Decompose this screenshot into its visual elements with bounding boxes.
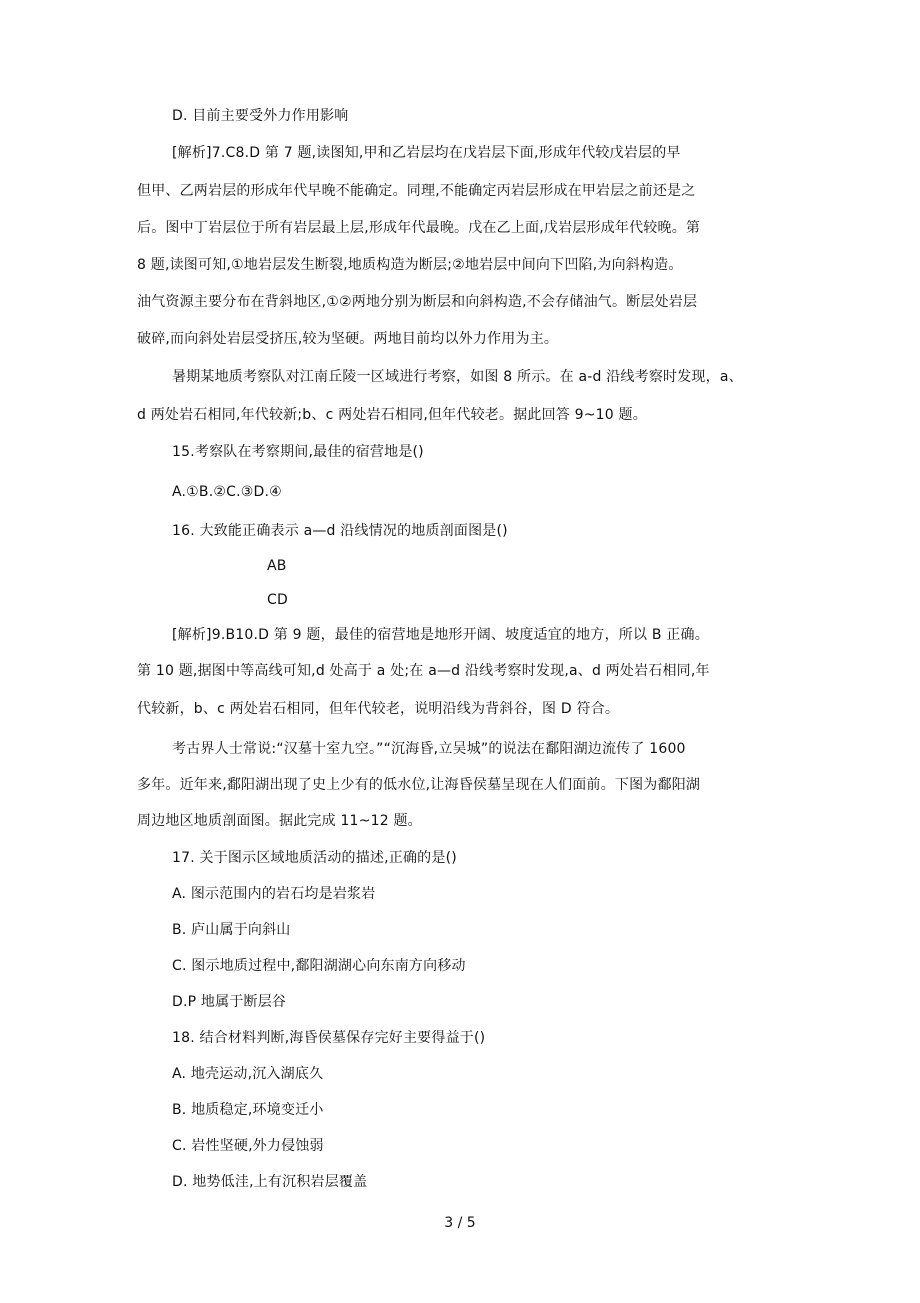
analysis-q7-8-line4: 8 题,读图可知,①地岩层发生断裂,地质构造为断层;②地岩层中间向下凹陷,为向斜构造。 [137, 257, 683, 273]
material-paragraph-line2: d 两处岩石相同,年代较新;b、c 两处岩石相同,但年代较老。据此回答 9~10 题。 [137, 407, 647, 423]
question-18-option-a: A. 地壳运动,沉入湖底久 [172, 1066, 324, 1082]
question-17-option-a: A. 图示范围内的岩石均是岩浆岩 [172, 886, 376, 902]
analysis-q7-8-line2: 但甲、乙两岩层的形成年代早晚不能确定。同理,不能确定丙岩层形成在甲岩层之前还是之 [137, 183, 696, 199]
question-17-option-b: B. 庐山属于向斜山 [172, 922, 291, 938]
question-17-option-d: D.P 地属于断层谷 [172, 994, 287, 1010]
question-18-option-b: B. 地质稳定,环境变迁小 [172, 1102, 324, 1118]
question-15: 15.考察队在考察期间,最佳的宿营地是() [172, 444, 424, 460]
analysis-q9-10-line2: 第 10 题,据图中等高线可知,d 处高于 a 处;在 a—d 沿线考察时发现,a、d 两处岩石相同,年 [137, 663, 710, 679]
question-16-options-cd: CD [267, 592, 288, 608]
question-18: 18. 结合材料判断,海昏侯墓保存完好主要得益于() [172, 1030, 486, 1046]
material-paragraph-line1: 暑期某地质考察队对江南丘陵一区域进行考察，如图 8 所示。在 a-d 沿线考察时发现，a、 [172, 369, 743, 385]
analysis-q7-8-line5: 油气资源主要分布在背斜地区,①②两地分别为断层和向斜构造,不会存储油气。断层处岩层 [137, 294, 698, 310]
page-number: 3 / 5 [444, 1215, 476, 1231]
question-16-options-ab: AB [267, 558, 287, 574]
question-17: 17. 关于图示区域地质活动的描述,正确的是() [172, 850, 457, 866]
analysis-q9-10-line1: [解析]9.B10.D 第 9 题，最佳的宿营地是地形开阔、坡度适宜的地方，所以 B 正确。 [172, 627, 709, 643]
material2-line3: 周边地区地质剖面图。据此完成 11~12 题。 [137, 813, 422, 829]
question-15-options: A.①B.②C.③D.④ [172, 484, 282, 500]
material2-line1: 考古界人士常说:“汉墓十室九空。”“沉海昏,立吴城”的说法在鄱阳湖边流传了 1600 [172, 741, 686, 757]
option-d-q14: D. 目前主要受外力作用影响 [172, 108, 349, 124]
question-16: 16. 大致能正确表示 a—d 沿线情况的地质剖面图是() [172, 523, 508, 539]
question-17-option-c: C. 图示地质过程中,鄱阳湖湖心向东南方向移动 [172, 958, 466, 974]
analysis-q7-8-line1: [解析]7.C8.D 第 7 题,读图知,甲和乙岩层均在戊岩层下面,形成年代较戊岩层的早 [172, 145, 681, 161]
analysis-q7-8-line6: 破碎,而向斜处岩层受挤压,较为坚硬。两地目前均以外力作用为主。 [137, 331, 559, 347]
analysis-q9-10-line3: 代较新，b、c 两处岩石相同，但年代较老，说明沿线为背斜谷，图 D 符合。 [137, 701, 620, 717]
analysis-q7-8-line3: 后。图中丁岩层位于所有岩层最上层,形成年代最晚。戊在乙上面,戊岩层形成年代较晚。第 [137, 220, 701, 236]
material2-line2: 多年。近年来,鄱阳湖出现了史上少有的低水位,让海昏侯墓呈现在人们面前。下图为鄱阳湖 [137, 777, 701, 793]
question-18-option-d: D. 地势低洼,上有沉积岩层覆盖 [172, 1174, 368, 1190]
question-18-option-c: C. 岩性坚硬,外力侵蚀弱 [172, 1138, 324, 1154]
